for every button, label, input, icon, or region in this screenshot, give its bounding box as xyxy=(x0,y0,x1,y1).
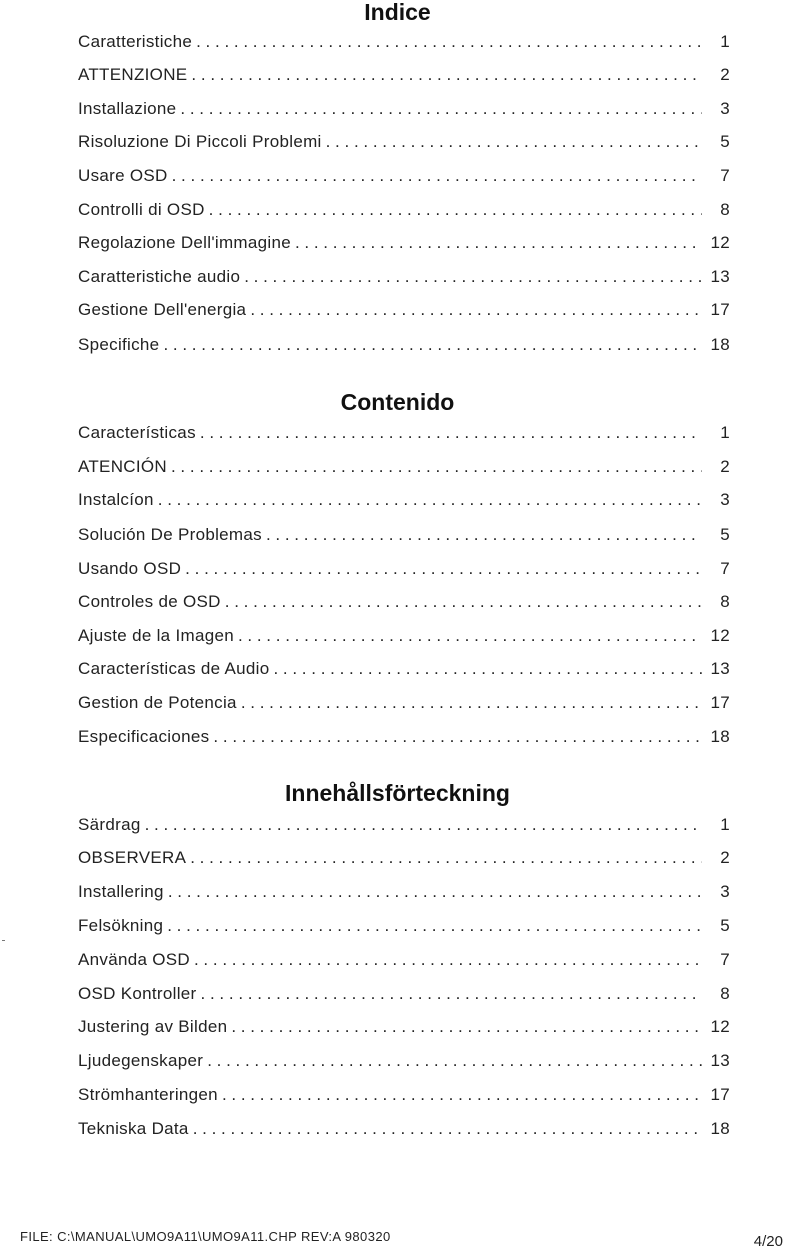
toc-entry-label: Ajuste de la Imagen xyxy=(78,626,234,645)
toc-entry-page: 5 xyxy=(720,916,730,935)
toc-entry[interactable] xyxy=(78,1083,730,1107)
toc-entry-page: 2 xyxy=(720,848,730,867)
leader-dots xyxy=(250,298,702,322)
toc-entry-page: 3 xyxy=(720,99,730,118)
section-title: Indice xyxy=(364,0,431,25)
toc-entry[interactable] xyxy=(78,1015,730,1039)
leader-dots xyxy=(231,1015,702,1039)
toc-entry-label: Ljudegenskaper xyxy=(78,1051,204,1070)
toc-entry[interactable] xyxy=(78,298,730,322)
toc-entry-page: 1 xyxy=(720,815,730,834)
toc-entry-label: Caratteristiche xyxy=(78,32,193,51)
toc-entry-label: Risoluzione Di Piccoli Problemi xyxy=(78,132,322,151)
leader-dots xyxy=(167,914,702,938)
toc-entry-label: Felsökning xyxy=(78,916,164,935)
toc-entry[interactable] xyxy=(78,455,730,479)
toc-entry[interactable] xyxy=(78,333,730,357)
page-indicator: 4/20 xyxy=(753,1233,783,1250)
toc-entry-label: Controles de OSD xyxy=(78,592,221,611)
toc-entry-label: OBSERVERA xyxy=(78,848,187,867)
toc-entry-page: 18 xyxy=(710,727,730,746)
toc-entry-page: 12 xyxy=(710,1017,730,1036)
toc-entry-page: 7 xyxy=(720,950,730,969)
toc-entry-page: 17 xyxy=(710,693,730,712)
toc-entry[interactable] xyxy=(78,725,730,749)
toc-entry[interactable] xyxy=(78,557,730,581)
leader-dots xyxy=(209,198,702,222)
toc-entry-page: 8 xyxy=(720,200,730,219)
leader-dots xyxy=(266,523,702,547)
toc-entry-label: Características de Audio xyxy=(78,659,270,678)
toc-entry[interactable] xyxy=(78,421,730,445)
toc-entry[interactable] xyxy=(78,231,730,255)
leader-dots xyxy=(163,333,702,357)
toc-entry[interactable] xyxy=(78,30,730,54)
toc-entry-page: 2 xyxy=(720,65,730,84)
leader-dots xyxy=(241,691,702,715)
toc-entry[interactable] xyxy=(78,657,730,681)
toc-entry-label: Justering av Bilden xyxy=(78,1017,228,1036)
toc-entry-label: Caratteristiche audio xyxy=(78,267,241,286)
toc-entry-page: 8 xyxy=(720,592,730,611)
leader-dots xyxy=(185,557,702,581)
leader-dots xyxy=(238,624,702,648)
toc-entry-label: Usare OSD xyxy=(78,166,168,185)
toc-entry-label: Especificaciones xyxy=(78,727,210,746)
toc-entry[interactable] xyxy=(78,590,730,614)
leader-dots xyxy=(225,590,702,614)
toc-entry-page: 5 xyxy=(720,525,730,544)
leader-dots xyxy=(196,30,702,54)
section-title: Contenido xyxy=(340,389,455,415)
toc-entry-label: Características xyxy=(78,423,196,442)
toc-entry[interactable] xyxy=(78,914,730,938)
leader-dots xyxy=(191,63,702,87)
leader-dots xyxy=(207,1049,702,1073)
toc-entry-page: 18 xyxy=(710,1119,730,1138)
toc-entry-page: 7 xyxy=(720,166,730,185)
toc-entry-page: 3 xyxy=(720,490,730,509)
toc-entry-label: ATTENZIONE xyxy=(78,65,188,84)
toc-entry[interactable] xyxy=(78,624,730,648)
toc-entry-label: Usando OSD xyxy=(78,559,182,578)
toc-entry-label: Controlli di OSD xyxy=(78,200,205,219)
toc-entry-page: 2 xyxy=(720,457,730,476)
toc-entry-page: 1 xyxy=(720,423,730,442)
toc-entry[interactable] xyxy=(78,488,730,512)
toc-entry-page: 17 xyxy=(710,300,730,319)
toc-entry-label: Använda OSD xyxy=(78,950,190,969)
toc-entry[interactable] xyxy=(78,1049,730,1073)
leader-dots xyxy=(171,455,702,479)
toc-entry-page: 13 xyxy=(710,267,730,286)
toc-entry-page: 7 xyxy=(720,559,730,578)
toc-entry[interactable] xyxy=(78,813,730,837)
margin-mark xyxy=(2,940,5,941)
toc-entry-label: Strömhanteringen xyxy=(78,1085,218,1104)
toc-entry-label: Specifiche xyxy=(78,335,160,354)
toc-entry[interactable] xyxy=(78,164,730,188)
toc-entry[interactable] xyxy=(78,880,730,904)
toc-entry[interactable] xyxy=(78,198,730,222)
toc-entry[interactable] xyxy=(78,265,730,289)
leader-dots xyxy=(273,657,702,681)
toc-entry[interactable] xyxy=(78,523,730,547)
leader-dots xyxy=(201,982,702,1006)
leader-dots xyxy=(222,1083,702,1107)
toc-entry-label: Tekniska Data xyxy=(78,1119,189,1138)
toc-entry-label: Installering xyxy=(78,882,164,901)
leader-dots xyxy=(180,97,702,121)
toc-entry-label: Regolazione Dell'immagine xyxy=(78,233,291,252)
leader-dots xyxy=(295,231,702,255)
toc-entry-label: Solución De Problemas xyxy=(78,525,262,544)
toc-entry[interactable] xyxy=(78,691,730,715)
toc-entry-label: Instalcíon xyxy=(78,490,154,509)
toc-entry-label: Särdrag xyxy=(78,815,141,834)
toc-entry[interactable] xyxy=(78,1117,730,1141)
leader-dots xyxy=(244,265,702,289)
toc-entry[interactable] xyxy=(78,982,730,1006)
toc-entry-label: Installazione xyxy=(78,99,177,118)
toc-entry[interactable] xyxy=(78,948,730,972)
toc-entry[interactable] xyxy=(78,130,730,154)
toc-entry-page: 13 xyxy=(710,659,730,678)
leader-dots xyxy=(194,948,702,972)
section-title: Innehållsförteckning xyxy=(285,780,510,806)
toc-entry-label: ATENCIÓN xyxy=(78,457,167,476)
leader-dots xyxy=(200,421,702,445)
toc-entry-label: Gestione Dell'energia xyxy=(78,300,247,319)
footer-file-info: FILE: C:\MANUAL\UMO9A11\UMO9A11.CHP REV:A 980320 xyxy=(20,1229,391,1244)
toc-entry-label: Gestion de Potencia xyxy=(78,693,237,712)
toc-entry-page: 8 xyxy=(720,984,730,1003)
toc-entry-page: 1 xyxy=(720,32,730,51)
leader-dots xyxy=(193,1117,702,1141)
toc-entry-page: 18 xyxy=(710,335,730,354)
toc-entry-page: 13 xyxy=(710,1051,730,1070)
toc-entry[interactable] xyxy=(78,97,730,121)
leader-dots xyxy=(168,880,702,904)
toc-entry-page: 17 xyxy=(710,1085,730,1104)
leader-dots xyxy=(213,725,702,749)
toc-entry-page: 12 xyxy=(710,626,730,645)
leader-dots xyxy=(326,130,702,154)
toc-entry[interactable] xyxy=(78,846,730,870)
toc-entry[interactable] xyxy=(78,63,730,87)
leader-dots xyxy=(158,488,702,512)
leader-dots xyxy=(172,164,702,188)
toc-entry-label: OSD Kontroller xyxy=(78,984,197,1003)
leader-dots xyxy=(190,846,702,870)
toc-entry-page: 3 xyxy=(720,882,730,901)
toc-entry-page: 5 xyxy=(720,132,730,151)
toc-entry-page: 12 xyxy=(710,233,730,252)
leader-dots xyxy=(145,813,702,837)
